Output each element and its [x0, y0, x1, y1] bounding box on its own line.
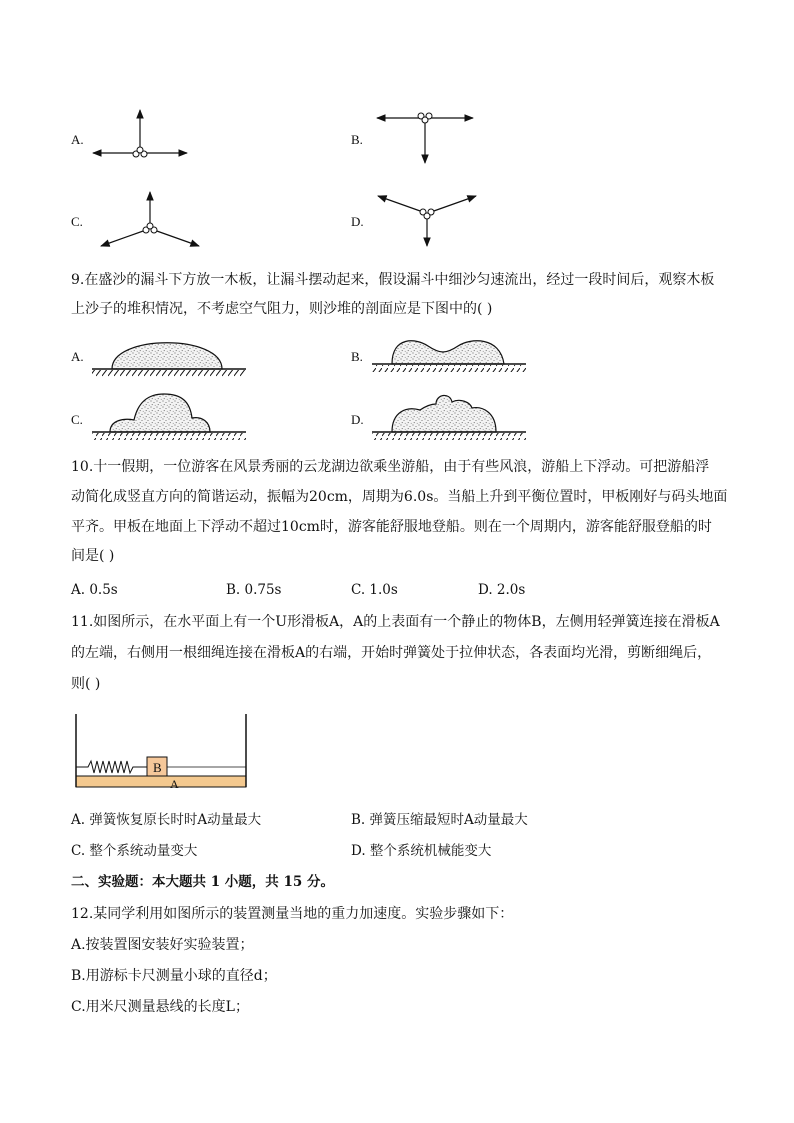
q12-step-c: C.用米尺测量悬线的长度L； — [71, 999, 249, 1015]
q10-option-c: C. 1.0s — [351, 582, 398, 598]
q10-option-d: D. 2.0s — [478, 582, 526, 598]
q11-stem-line-2: 的左端，右侧用一根细绳连接在滑板A的右端，开始时弹簧处于拉伸状态，各表面均光滑，剪断细绳后， — [71, 645, 712, 661]
q9-option-d-sandpile — [370, 388, 530, 444]
q8-option-c-diagram — [98, 190, 202, 250]
q11-block-b-label: B — [153, 760, 162, 775]
q10-stem-line-3: 平齐。甲板在地面上下浮动不超过10cm时，游客能舒服地登船。则在一个周期内，游客能舒服登船的时 — [71, 519, 712, 535]
q9-stem-line-2: 上沙子的堆积情况，不考虑空气阻力，则沙堆的剖面应是下图中的( ) — [71, 301, 493, 317]
q9-option-a-label: A. — [71, 349, 84, 364]
q12-stem-line-1: 12.某同学利用如图所示的装置测量当地的重力加速度。实验步骤如下： — [71, 906, 514, 922]
q9-option-c-label: C. — [71, 412, 83, 427]
q10-stem-line-4: 间是( ) — [71, 548, 115, 564]
q11-stem-line-3: 则( ) — [71, 676, 101, 692]
q8-option-c-label: C. — [71, 214, 83, 229]
q12-step-b: B.用游标卡尺测量小球的直径d； — [71, 968, 277, 984]
q9-option-c-sandpile — [90, 388, 250, 444]
q10-option-a: A. 0.5s — [71, 582, 118, 598]
q10-stem-line-2: 动简化成竖直方向的简谐运动，振幅为20cm，周期为6.0s。当船上升到平衡位置时，甲板刚好与码头地面 — [71, 489, 728, 505]
q8-option-d-label: D. — [351, 214, 364, 229]
q9-stem-line-1: 9.在盛沙的漏斗下方放一木板，让漏斗摆动起来，假设漏斗中细沙匀速流出，经过一段时间后，观察木板 — [71, 272, 715, 288]
q11-option-a: A. 弹簧恢复原长时时A动量最大 — [71, 812, 262, 828]
q11-option-d: D. 整个系统机械能变大 — [351, 843, 492, 859]
q11-stem-line-1: 11.如图所示，在水平面上有一个U形滑板A，A的上表面有一个静止的物体B，左侧用轻弹簧连接在滑板A — [71, 614, 720, 630]
q9-option-b-sandpile — [370, 328, 530, 380]
q8-option-a-diagram — [90, 105, 190, 165]
section-2-heading: 二、实验题：本大题共 1 小题，共 15 分。 — [71, 874, 334, 890]
q9-option-b-label: B. — [351, 349, 363, 364]
q11-option-c: C. 整个系统动量变大 — [71, 843, 198, 859]
q8-option-d-diagram — [375, 190, 479, 250]
q9-option-a-sandpile — [90, 328, 250, 380]
q8-option-a-label: A. — [71, 132, 84, 147]
q10-stem-line-1: 10.十一假期，一位游客在风景秀丽的云龙湖边欲乘坐游船，由于有些风浪，游船上下浮动。可把游船浮 — [71, 459, 710, 475]
q10-option-b: B. 0.75s — [226, 582, 282, 598]
q12-step-a: A.按装置图安装好实验装置； — [71, 937, 254, 953]
q8-option-b-label: B. — [351, 132, 363, 147]
q11-board-a-label: A — [170, 777, 179, 791]
q11-option-b: B. 弹簧压缩最短时A动量最大 — [351, 812, 528, 828]
q8-option-b-diagram — [375, 108, 475, 166]
q9-option-d-label: D. — [351, 412, 364, 427]
q11-spring-board-diagram — [74, 712, 250, 792]
